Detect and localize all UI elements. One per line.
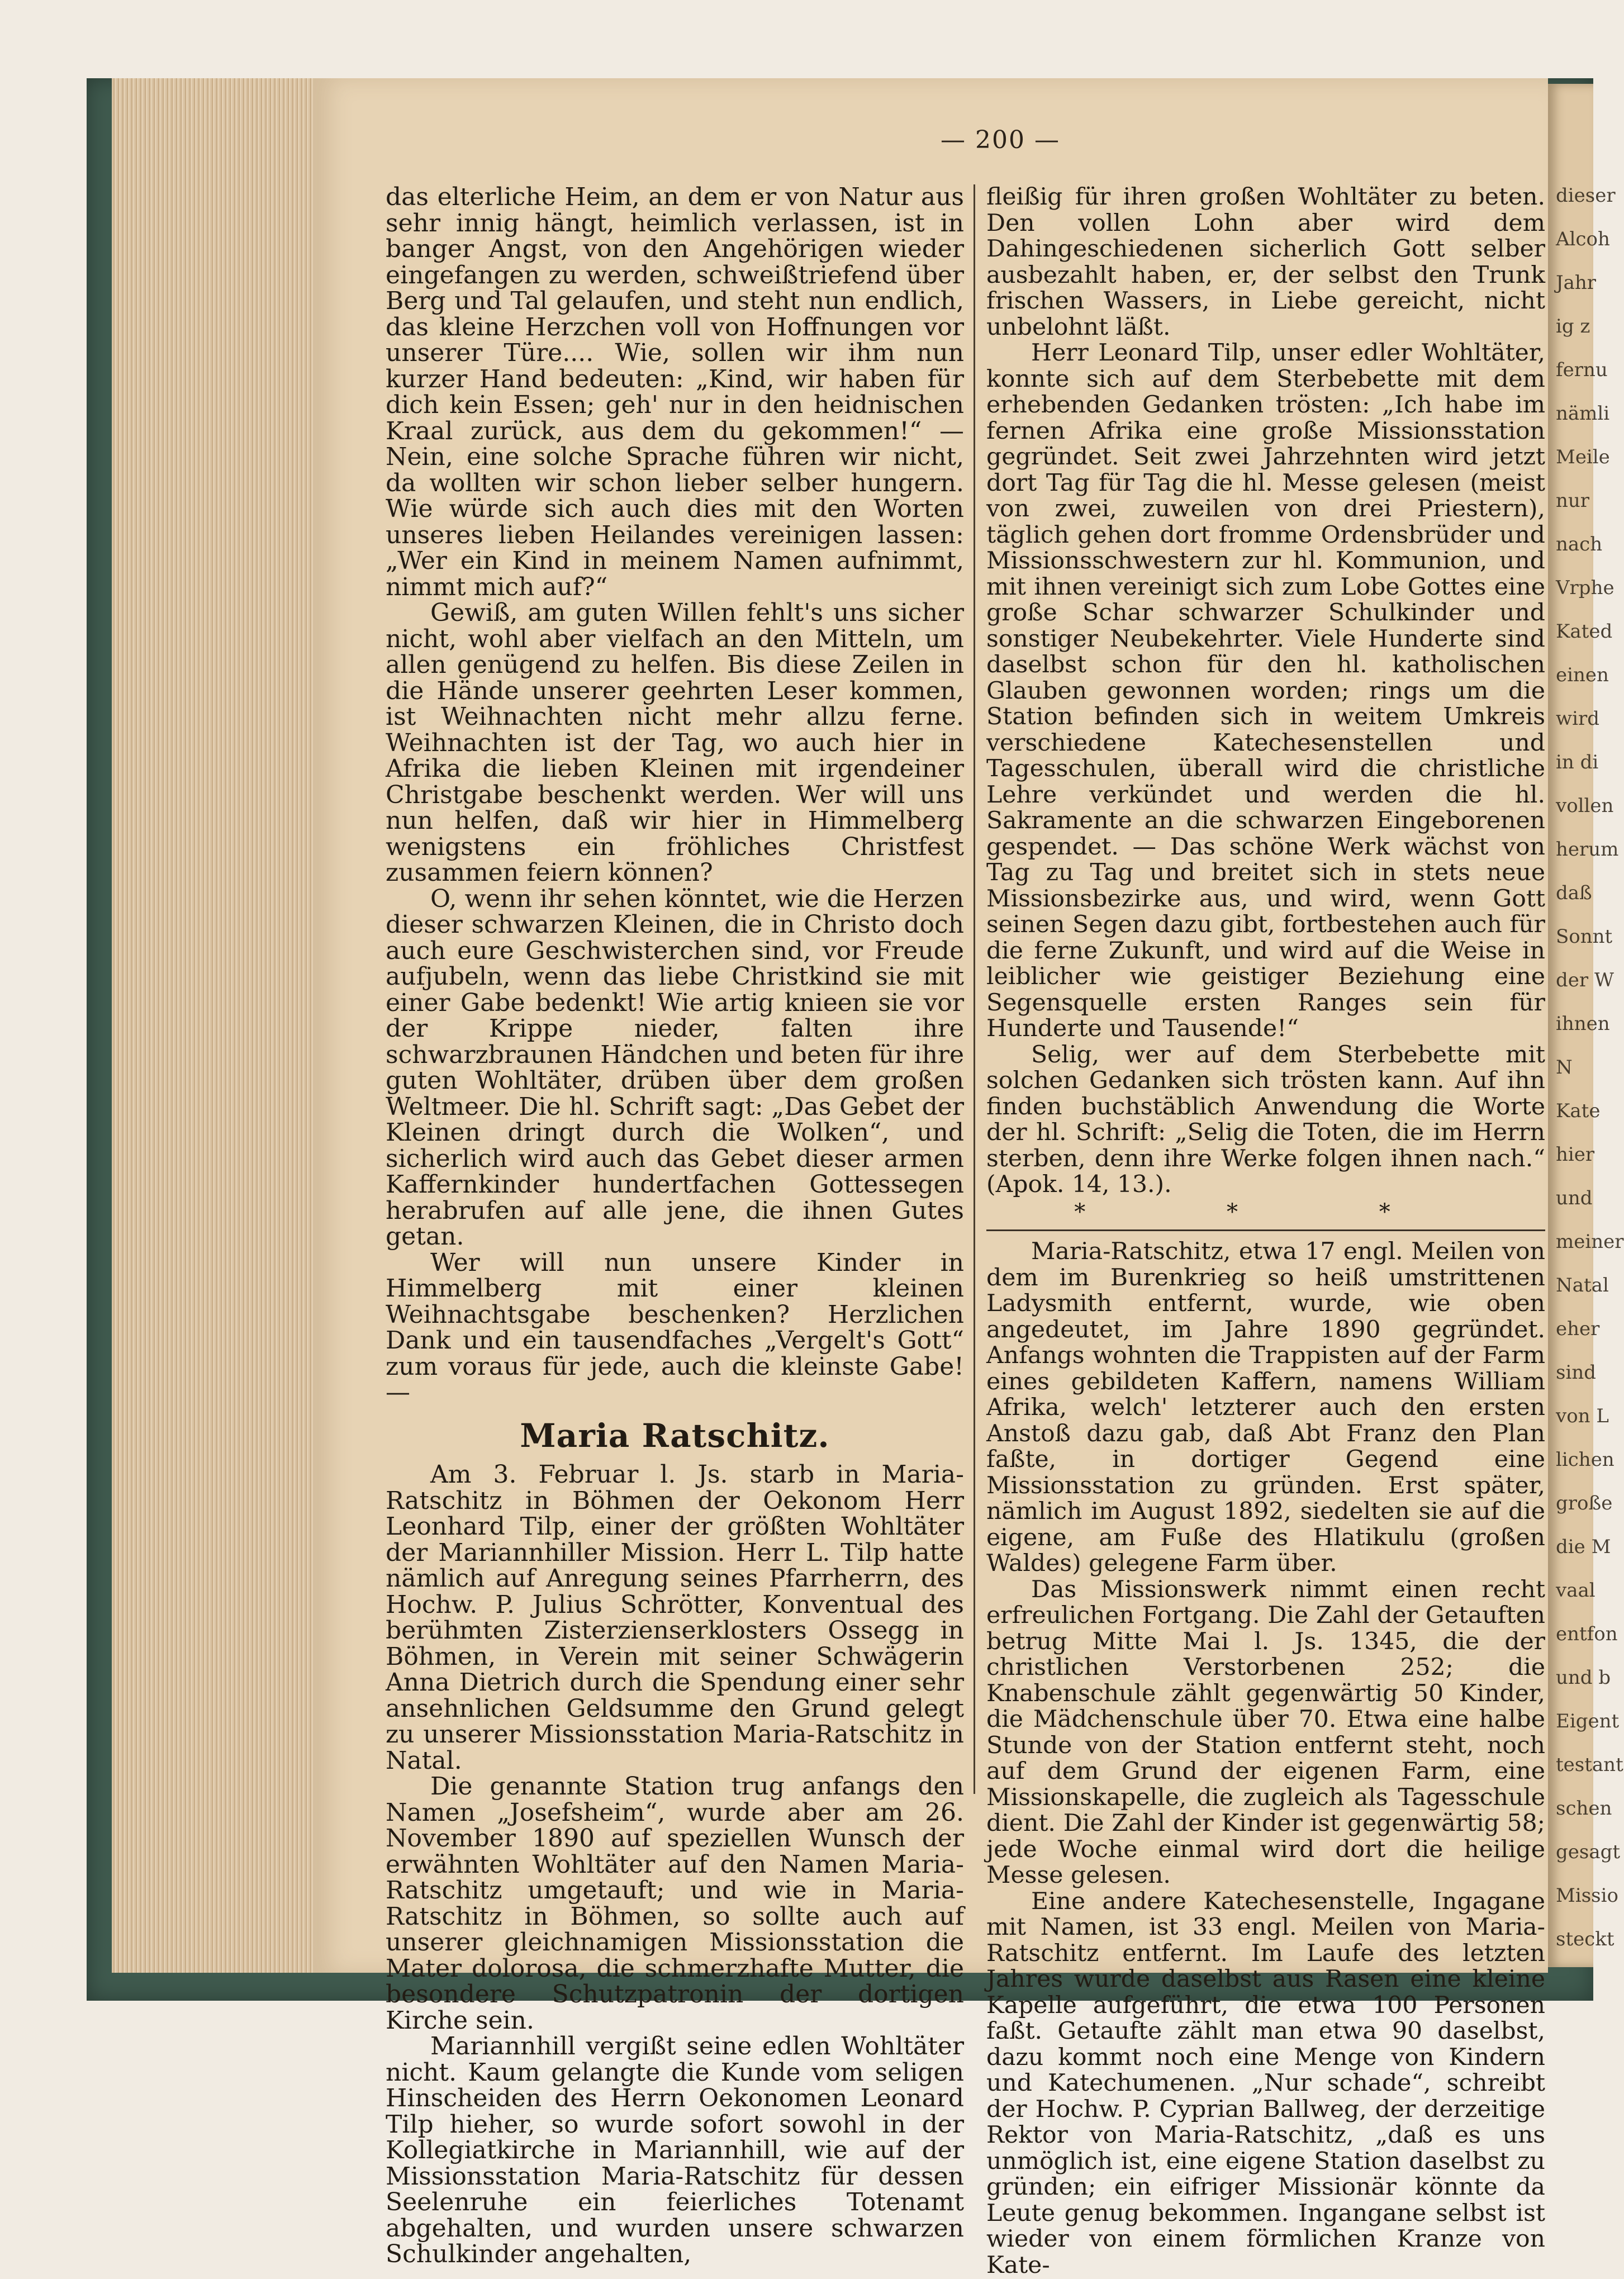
paragraph: Gewiß, am guten Willen fehlt's uns sicher nicht, wohl aber vielfach an den Mitteln, um allen genügend zu helfen. Bis diese Zeilen in die Hände unserer geehrten Leser kommen, ist Weihnachten nicht mehr allzu ferne. Weihnachten ist der Tag, wo auch hier in Afrika die lieben Kleinen mit irgendeiner Christgabe beschenkt werden. Wer will uns nun helfen, daß wir hier in Himmelberg wenigstens ein fröhliches Christfest zusammen feiern können? (386, 599, 964, 887)
next-page-fragment: meiner (1556, 1231, 1624, 1253)
page-number: — 200 — (941, 126, 1060, 154)
next-page-fragment: der W (1556, 969, 1614, 991)
next-page-fragment: vollen (1556, 795, 1614, 817)
next-page-fragment: gesagt (1556, 1841, 1621, 1863)
next-page-fragment: und (1556, 1187, 1593, 1209)
next-page-fragment: Meile (1556, 446, 1610, 468)
next-page-fragment: steckt (1556, 1928, 1614, 1950)
next-page-fragment: schen (1556, 1797, 1612, 1820)
next-page-fragment: und b (1556, 1666, 1611, 1689)
next-page-fragment: Kated (1556, 620, 1613, 643)
next-page-fragment: ihnen (1556, 1013, 1610, 1035)
paragraph: fleißig für ihren großen Wohltäter zu beten. Den vollen Lohn aber wird dem Dahingeschiedenen sicherlich Gott selber ausbezahlt haben, er, der selbst den Trunk frischen Wassers, in Liebe gereicht, nicht unbelohnt läßt. (986, 183, 1545, 341)
next-page-fragment: daß (1556, 882, 1592, 904)
next-page-fragment: Jahr (1556, 272, 1597, 294)
next-page-fragment: entfon (1556, 1623, 1618, 1645)
next-page-fragment: Alcoh (1556, 228, 1610, 250)
next-page-fragment: lichen (1556, 1449, 1614, 1471)
article-heading: Maria Ratschitz. (520, 1416, 830, 1455)
next-page-fragment: Eigent (1556, 1710, 1620, 1732)
next-page-fragment: nur (1556, 490, 1590, 512)
paragraph: Mariannhill vergißt seine edlen Wohltäter nicht. Kaum gelangte die Kunde vom seligen Hinscheiden des Herrn Oekonomen Leonard Tilp hieher, so wurde sofort sowohl in der Kollegiatkirche in Mariannhill, wie auf der Missionsstation Maria-Ratschitz für dessen Seelenruhe ein feierliches Totenamt abgehalten, und wurden unsere schwarzen Schulkinder angehalten, (386, 2032, 964, 2268)
paragraph: Das Missionswerk nimmt einen recht erfreulichen Fortgang. Die Zahl der Getauften betrug Mitte Mai l. Js. 1345, die der christlichen Verstorbenen 252; die Knabenschule zählt gegenwärtig 50 Kinder, die Mädchenschule über 70. Etwa eine halbe Stunde von der Station entfernt steht, noch auf dem Grund der eigenen Farm, eine Missionskapelle, die zugleich als Tagesschule dient. Die Zahl der Kinder ist gegenwärtig 58; jede Woche einmal wird dort die heilige Messe gelesen. (986, 1575, 1545, 1889)
paragraph: Herr Leonard Tilp, unser edler Wohltäter, konnte sich auf dem Sterbebette mit dem erhebenden Gedanken trösten: „Ich habe im fernen Afrika eine große Missionsstation gegründet. Seit zwei Jahrzehnten wird jetzt dort Tag für Tag die hl. Messe gelesen (meist von zwei, zuweilen von drei Priestern), täglich gehen dort fromme Ordensbrüder und Missionsschwestern zur hl. Kommunion, und mit ihnen vereinigt sich zum Lobe Gottes eine große Schar schwarzer Schulkinder und sonstiger Neubekehrter. Viele Hunderte sind daselbst schon für den hl. katholischen Glauben gewonnen worden; rings um die Station befinden sich in weitem Umkreis verschiedene Katechesenstellen und Tagesschulen, überall wird die christliche Lehre verkündet und werden die hl. Sakramente an die schwarzen Eingeborenen gespendet. — Das schöne Werk wächst von Tag zu Tag und breitet sich in stets neue Missionsbezirke aus, und wird, wenn Gott seinen Segen dazu gibt, fortbestehen auch für die ferne Zukunft, und wird auf die Weise in leiblicher wie geistiger Beziehung eine Segensquelle ersten Ranges sein für Hunderte und Tausende!“ (986, 339, 1545, 1042)
next-page-fragment: wird (1556, 708, 1599, 730)
column-divider (974, 184, 975, 1794)
next-page-fragment: herum (1556, 838, 1619, 861)
next-page-fragment: hier (1556, 1143, 1595, 1166)
next-page-fragment: große (1556, 1492, 1613, 1514)
next-page-edge (1548, 84, 1624, 1967)
next-page-fragment: Sonnt (1556, 925, 1613, 948)
next-page-fragment: Vrphe (1556, 577, 1614, 599)
next-page-fragment: von L (1556, 1405, 1609, 1427)
next-page-fragment: in di (1556, 751, 1599, 773)
paragraph: das elterliche Heim, an dem er von Natur aus sehr innig hängt, heimlich verlassen, ist in banger Angst, von den Angehörigen wieder eingefangen zu werden, schweißtriefend über Berg und Tal gelaufen, und steht nun endlich, das kleine Herzchen voll von Hoffnungen vor unserer Türe.... Wie, sollen wir ihm nun kurzer Hand bedeuten: „Kind, wir haben für dich kein Essen; geh' nur in den heidnischen Kraal zurück, aus dem du gekommen!“ — Nein, eine solche Sprache führen wir nicht, da wollten wir schon lieber selber hungern. Wie würde sich auch dies mit den Worten unseres lieben Heilandes vereinigen lassen: „Wer ein Kind in meinem Namen aufnimmt, nimmt mich auf?“ (386, 183, 964, 601)
paragraph: Wer will nun unsere Kinder in Himmelberg mit einer kleinen Weihnachtsgabe beschenken? Herzlichen Dank und ein tausendfaches „Vergelt's Gott“ zum voraus für jede, auch die kleinste Gabe! — (386, 1248, 964, 1407)
paragraph: Selig, wer auf dem Sterbebette mit solchen Gedanken sich trösten kann. Auf ihn finden buchstäblich Anwendung die Worte der hl. Schrift: „Selig die Toten, die im Herrn sterben, denn ihre Werke folgen ihnen nach.“ (Apok. 14, 13.). (986, 1041, 1545, 1198)
next-page-fragment: dieser (1556, 184, 1616, 207)
next-page-fragment: nach (1556, 533, 1603, 555)
paragraph: Eine andere Katechesenstelle, Ingagane mit Namen, ist 33 engl. Meilen von Maria-Ratschitz entfernt. Im Laufe des letzten Jahres wurde daselbst aus Rasen eine kleine Kapelle aufgeführt, die etwa 100 Personen faßt. Getaufte zählt man etwa 90 daselbst, dazu kommt noch eine Menge von Kindern und Katechumenen. „Nur schade“, schreibt der Hochw. P. Cyprian Ballweg, der derzeitige Rektor von Maria-Ratschitz, „daß es uns unmöglich ist, eine eigene Station daselbst zu gründen; ein eifriger Missionär könnte da Leute genug bekommen. Ingangane selbst ist wieder von einem förmlichen Kranze von Kate- (986, 1887, 1545, 2279)
next-page-fragment: N (1556, 1056, 1573, 1079)
paragraph: O, wenn ihr sehen könntet, wie die Herzen dieser schwarzen Kleinen, die in Christo doch auch eure Geschwisterchen sind, vor Freude aufjubeln, wenn das liebe Christkind sie mit einer Gabe bedenkt! Wie artig knieen sie vor der Krippe nieder, falten ihre schwarzbraunen Händchen und beten für ihre guten Wohltäter, drüben über dem großen Weltmeer. Die hl. Schrift sagt: „Das Gebet der Kleinen dringt durch die Wolken“, und sicherlich wird auch das Gebet dieser armen Kaffernkinder hundertfachen Gottessegen herabrufen auf alle jene, die ihnen Gutes getan. (386, 884, 964, 1251)
page-edges (112, 78, 330, 1973)
next-page-fragment: testant (1556, 1754, 1623, 1776)
next-page-fragment: nämli (1556, 402, 1610, 425)
next-page-fragment: sind (1556, 1361, 1596, 1384)
horizontal-rule (986, 1229, 1545, 1231)
paragraph: Am 3. Februar l. Js. starb in Maria-Ratschitz in Böhmen der Oekonom Herr Leonhard Tilp, einer der größten Wohltäter der Mariannhiller Mission. Herr L. Tilp hatte nämlich auf Anregung seines Pfarrherrn, des Hochw. P. Julius Schrötter, Konventual des berühmten Zisterzienserklosters Ossegg in Böhmen, in Verein mit seiner Schwägerin Anna Dietrich durch die Spendung einer sehr ansehnlichen Geldsumme den Grund gelegt zu unserer Missionsstation Maria-Ratschitz in Natal. (386, 1460, 964, 1775)
paragraph: Die genannte Station trug anfangs den Namen „Josefsheim“, wurde aber am 26. November 1890 auf speziellen Wunsch der erwähnten Wohltäter auf den Namen Maria-Ratschitz umgetauft; und wie in Maria-Ratschitz in Böhmen, so sollte auch auf unserer gleichnamigen Missionsstation die Mater dolorosa, die schmerzhafte Mutter, die besondere Schutzpatronin der dortigen Kirche sein. (386, 1772, 964, 2035)
next-page-fragment: Missio (1556, 1884, 1618, 1907)
right-column (986, 184, 1545, 2278)
next-page-fragment: einen (1556, 664, 1609, 686)
next-page-fragment: ig z (1556, 315, 1590, 338)
next-page-fragment: fernu (1556, 359, 1608, 381)
next-page-fragment: eher (1556, 1318, 1600, 1340)
next-page-fragment: Kate (1556, 1100, 1601, 1122)
left-column (386, 184, 964, 2268)
next-page-fragment: Natal (1556, 1274, 1609, 1297)
section-separator: * * * (1074, 1199, 1457, 1225)
paragraph: Maria-Ratschitz, etwa 17 engl. Meilen von dem im Burenkrieg so heiß umstrittenen Ladysmith entfernt, wurde, wie oben angedeutet, im Jahre 1890 gegründet. Anfangs wohnten die Trappisten auf der Farm eines gebildeten Kaffern, namens William Afrika, welch' letzterer auch den ersten Anstoß dazu gab, daß Abt Franz den Plan faßte, in dortiger Gegend eine Missionsstation zu gründen. Erst später, nämlich im August 1892, siedelten sie auf die eigene, am Fuße des Hlatikulu (großen Waldes) gelegene Farm über. (986, 1238, 1545, 1577)
next-page-fragment: die M (1556, 1536, 1611, 1558)
next-page-fragment: vaal (1556, 1579, 1595, 1602)
